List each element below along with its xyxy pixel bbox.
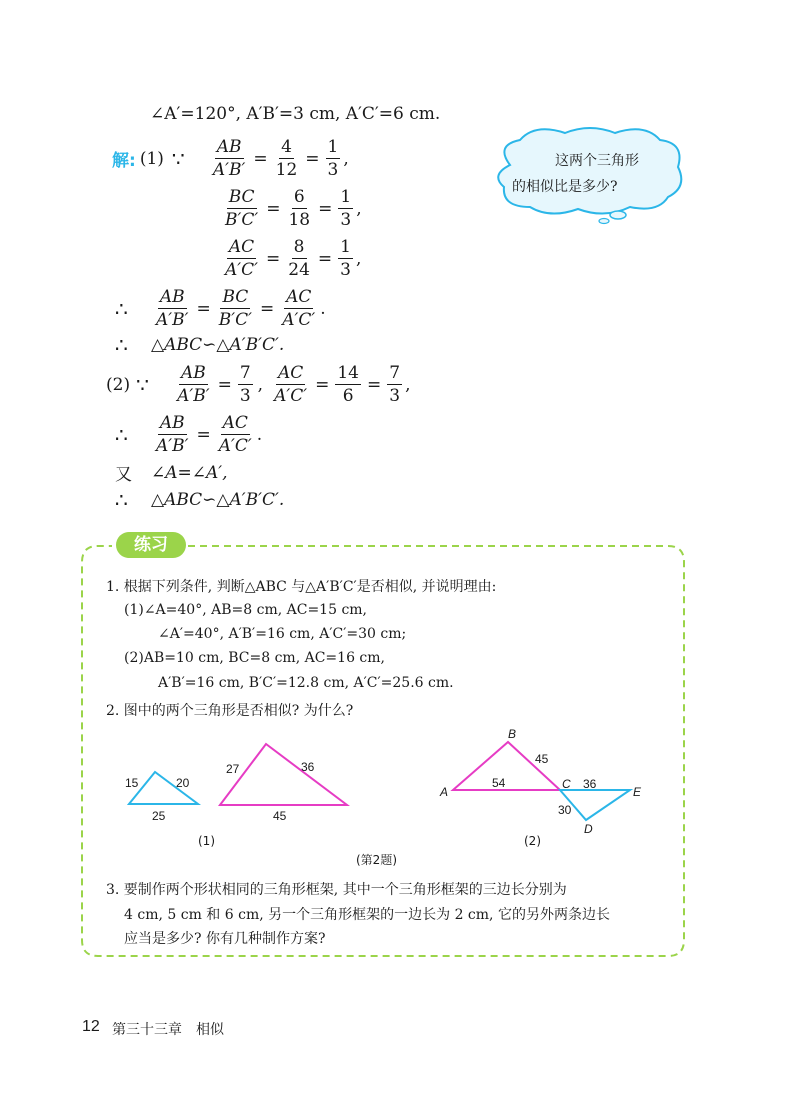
fig2-side-54: 54 — [492, 776, 506, 790]
fig1-small-side-15: 15 — [125, 776, 139, 790]
because-symbol: ∵ — [171, 146, 185, 171]
ratio-bc: $\frac{BC}{B'C'}$ — [225, 187, 259, 230]
question-1a-line2: ∠A′=40°, A′B′=16 cm, A′C′=30 cm; — [158, 626, 407, 642]
solution-row-9: ∴ △ABC∽△A′B′C′. — [115, 488, 285, 512]
fig1-small-side-20: 20 — [176, 776, 190, 790]
question-3-line3: 应当是多少? 你有几种制作方案? — [124, 931, 326, 947]
question-2: 2. 图中的两个三角形是否相似? 为什么? — [106, 703, 354, 719]
fig1-large-side-36: 36 — [301, 760, 315, 774]
fig2-side-30: 30 — [558, 803, 572, 817]
therefore-symbol: ∴ — [115, 296, 128, 321]
part1-label: (1) — [139, 148, 164, 169]
question-1b-line2: A′B′=16 cm, B′C′=12.8 cm, A′C′=25.6 cm. — [158, 675, 454, 691]
angle-equality: ∠A=∠A′, — [151, 462, 228, 483]
solution-row-2: $\frac{BC}{B'C'}$ = $\frac{6}{18}$ = $\frac{1}{3}$ , — [225, 187, 362, 230]
ratio-ab-value: $\frac{4}{12}$ — [275, 137, 298, 180]
solution-label: 解: — [112, 151, 136, 171]
solution-row-7: ∴ $\frac{AB}{A'B'}$ = $\frac{AC}{A'C'}$ . — [115, 413, 263, 456]
bubble-line-2: 的相似比是多少? — [512, 179, 618, 195]
fig2-side-45: 45 — [535, 752, 549, 766]
part2-label: (2) — [106, 374, 131, 395]
solution-row-3: $\frac{AC}{A'C'}$ = $\frac{8}{24}$ = $\frac{1}{3}$ , — [225, 237, 362, 280]
page-number: 12 — [82, 1018, 100, 1035]
question-3-line1: 3. 要制作两个形状相同的三角形框架, 其中一个三角形框架的三边长分别为 — [106, 882, 567, 898]
solution-row-4: ∴ $\frac{AB}{A'B'}$ = $\frac{BC}{B'C'}$ = $\frac{AC}{A'C'}$ . — [115, 287, 326, 330]
fig2-label-e: E — [633, 785, 642, 799]
ratio-bc-simplified: $\frac{1}{3}$ — [340, 187, 352, 230]
ratio-ac-simplified: $\frac{1}{3}$ — [340, 237, 351, 280]
fig1-small-side-25: 25 — [152, 809, 166, 823]
fig2-side-36: 36 — [583, 777, 597, 791]
solution-row-5: ∴ △ABC∽△A′B′C′. — [115, 333, 285, 357]
ratio-bc-value: $\frac{6}{18}$ — [288, 187, 311, 230]
solution-row-1: 解: (1) ∵ $\frac{AB}{A'B'}$ = $\frac{4}{12}$ = $\frac{1}{3}$ , — [112, 137, 349, 180]
fig1-large-side-27: 27 — [226, 762, 240, 776]
fig2-label-d: D — [584, 822, 593, 836]
bubble-line-1: 这两个三角形 — [555, 153, 639, 169]
solution-row-6: (2) ∵ $\frac{AB}{A'B'}$ = $\frac{7}{3}$ , $\frac{AC}{A'C'}$ = $\frac{14}{6}$ = $\frac{7}{3}$ , — [106, 363, 411, 406]
given-text: ∠A′=120°, A′B′=3 cm, A′C′=6 cm. — [150, 104, 441, 124]
fig1-caption: (1) — [198, 834, 215, 848]
conclusion-2: △ABC∽△A′B′C′. — [151, 490, 285, 510]
question-1: 1. 根据下列条件, 判断△ABC 与△A′B′C′是否相似, 并说明理由: — [106, 579, 497, 595]
practice-title-badge: 练习 — [116, 532, 186, 558]
fig1-large-side-45: 45 — [273, 809, 287, 823]
question-3-line2: 4 cm, 5 cm 和 6 cm, 另一个三角形框架的一边长为 2 cm, 它的另外两条边长 — [124, 907, 610, 923]
question-1b-line1: (2)AB=10 cm, BC=8 cm, AC=16 cm, — [124, 650, 385, 666]
also-label: 又 — [115, 465, 132, 485]
fig2-label-b: B — [508, 727, 517, 741]
ratio-ab-simplified: $\frac{1}{3}$ — [327, 137, 339, 180]
chapter-label: 第三十三章 — [112, 1022, 182, 1038]
figure-caption: (第2题) — [356, 853, 397, 867]
conclusion-1: △ABC∽△A′B′C′. — [151, 335, 285, 355]
fig2-label-a: A — [440, 785, 449, 799]
ratio-ac: $\frac{AC}{A'C'}$ — [225, 237, 259, 280]
fig2-label-c: C — [562, 777, 571, 791]
fig2-triangle-abc — [453, 742, 560, 790]
ratio-ac-value: $\frac{8}{24}$ — [288, 237, 310, 280]
question-1a-line1: (1)∠A=40°, AB=8 cm, AC=15 cm, — [124, 602, 368, 618]
chapter-title: 相似 — [196, 1022, 224, 1038]
fig2-caption: (2) — [524, 834, 541, 848]
ratio-ab: $\frac{AB}{A'B'}$ — [212, 137, 246, 180]
